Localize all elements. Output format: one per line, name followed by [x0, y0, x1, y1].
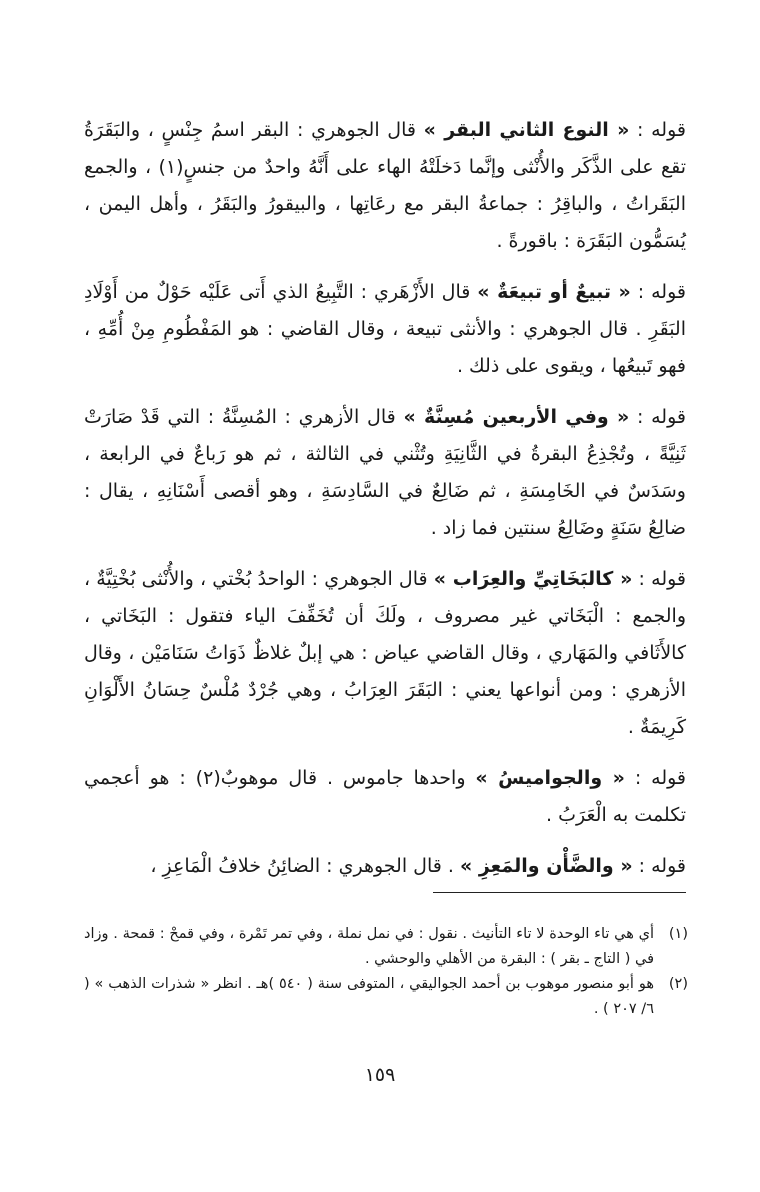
footnote-text: هو أبو منصور موهوب بن أحمد الجواليقي ، المتوفى سنة ( ٥٤٠ )هـ . انظر « شذرات الذهب » ( ٦/ ٢٠٧ ) .	[84, 976, 654, 1017]
entry-keyword: « والجواميسُ »	[475, 767, 625, 789]
footnote-text: أي هي تاء الوحدة لا تاء التأنيث . نقول : في نمل نملة ، وفي تمر تَمْرة ، وفي قمحْ : قمحة . وزاد في ( التاج ـ بقر ) : البقرة من الأهلي والوحشي .	[84, 926, 654, 967]
footnotes	[84, 922, 688, 1022]
paragraph-daan: قوله : « والضَّأْن والمَعِزِ » . قال الجوهري : الضائِنُ خلافُ الْمَاعِزِ ،	[150, 855, 686, 877]
paragraph-bakhati: قوله : « كالبَخَاتِيِّ والعِرَاب » قال الجوهري : الواحدُ بُخْتي ، والأُنْثى بُخْتِيَّةٌ ، والجمع : الْبَخَاتي غير مصروف ، ولَكَ أن تُخَفِّفَ الياء فتقول : البَخَاتي ، كالأَثَافي والمَهَاري ، وقال القاضي عياض : هي إبلٌ غلاظٌ ذَوَاتُ سَنَامَيْن ، وقال الأزهري : ومن أنواعها يعني : البَقَرَ العِرَابُ ، وهي جُرْدٌ مُلْسٌ حِسَانُ الأَلْوَانِ كَرِيمَةٌ .	[84, 568, 687, 738]
entry-keyword: « وفي الأربعين مُسِنَّةٌ »	[403, 406, 630, 428]
paragraph-tabi: قوله : « تبيعٌ أو تبيعَةٌ » قال الأَزْهَري : التَّبِيعُ الذي أَتى عَلَيْه حَوْلٌ من أَوْلَادِ البَقَرِ . قال الجوهري : والأنثى تبيعة ، وقال القاضي : هو المَفْطُومِ مِنْ أُمِّهِ ، فهو تَبيعُها ، ويقوى على ذلك .	[84, 281, 686, 377]
entry-keyword: « تبيعٌ أو تبيعَةٌ »	[477, 281, 631, 303]
entry-keyword: « والضَّأْن والمَعِزِ »	[459, 855, 633, 877]
entry-keyword: « كالبَخَاتِيِّ والعِرَاب »	[433, 568, 633, 590]
footnote-1	[84, 922, 688, 972]
paragraph-musinna: قوله : « وفي الأربعين مُسِنَّةٌ » قال الأزهري : المُسِنَّةُ : التي قَدْ صَارَتْ ثَنِيَّةً ، وتُجْذِعُ البقرةُ في الثَّانِيَةِ وتُثْني في الثالثة ، ثم هو رَباعٌ في الرابعة ، وسَدَسٌ في الخَامِسَةِ ، ثم ضَالِعٌ في السَّادِسَةِ ، وهو أقصى أَسْنَانِهِ ، يقال : ضالِعُ سَنَةٍ وضَالِعُ سنتين فما زاد .	[84, 406, 686, 539]
paragraph-baqar: قوله : « النوع الثاني البقر » قال الجوهري : البقر اسمُ جِنْسٍ ، والبَقَرَةُ تقع على الذَّكَر والأُنْثى وإنَّما دَخلَتْهُ الهاء على أَنَّهُ واحدٌ من جنسٍ(١) ، والجمع البَقَراتُ ، والباقِرُ : جماعةُ البقر مع رعَاتِها ، والبيقورُ والبَقَرُ ، وأهل اليمن ، يُسَمُّون البَقَرَة : باقورةً .	[84, 119, 686, 252]
entry-keyword: « النوع الثاني البقر »	[423, 119, 630, 141]
footnote-separator	[433, 892, 686, 893]
paragraph-jawamis: قوله : « والجواميسُ » واحدها جاموس . قال موهوبٌ(٢) : هو أعجمي تكلمت به الْعَرَبُ .	[84, 767, 687, 826]
footnote-2	[84, 972, 688, 1022]
footnote-number: (٢)	[668, 976, 688, 992]
main-text	[84, 112, 686, 899]
page-number: ١٥٩	[364, 1064, 396, 1086]
footnote-number: (١)	[668, 926, 688, 942]
